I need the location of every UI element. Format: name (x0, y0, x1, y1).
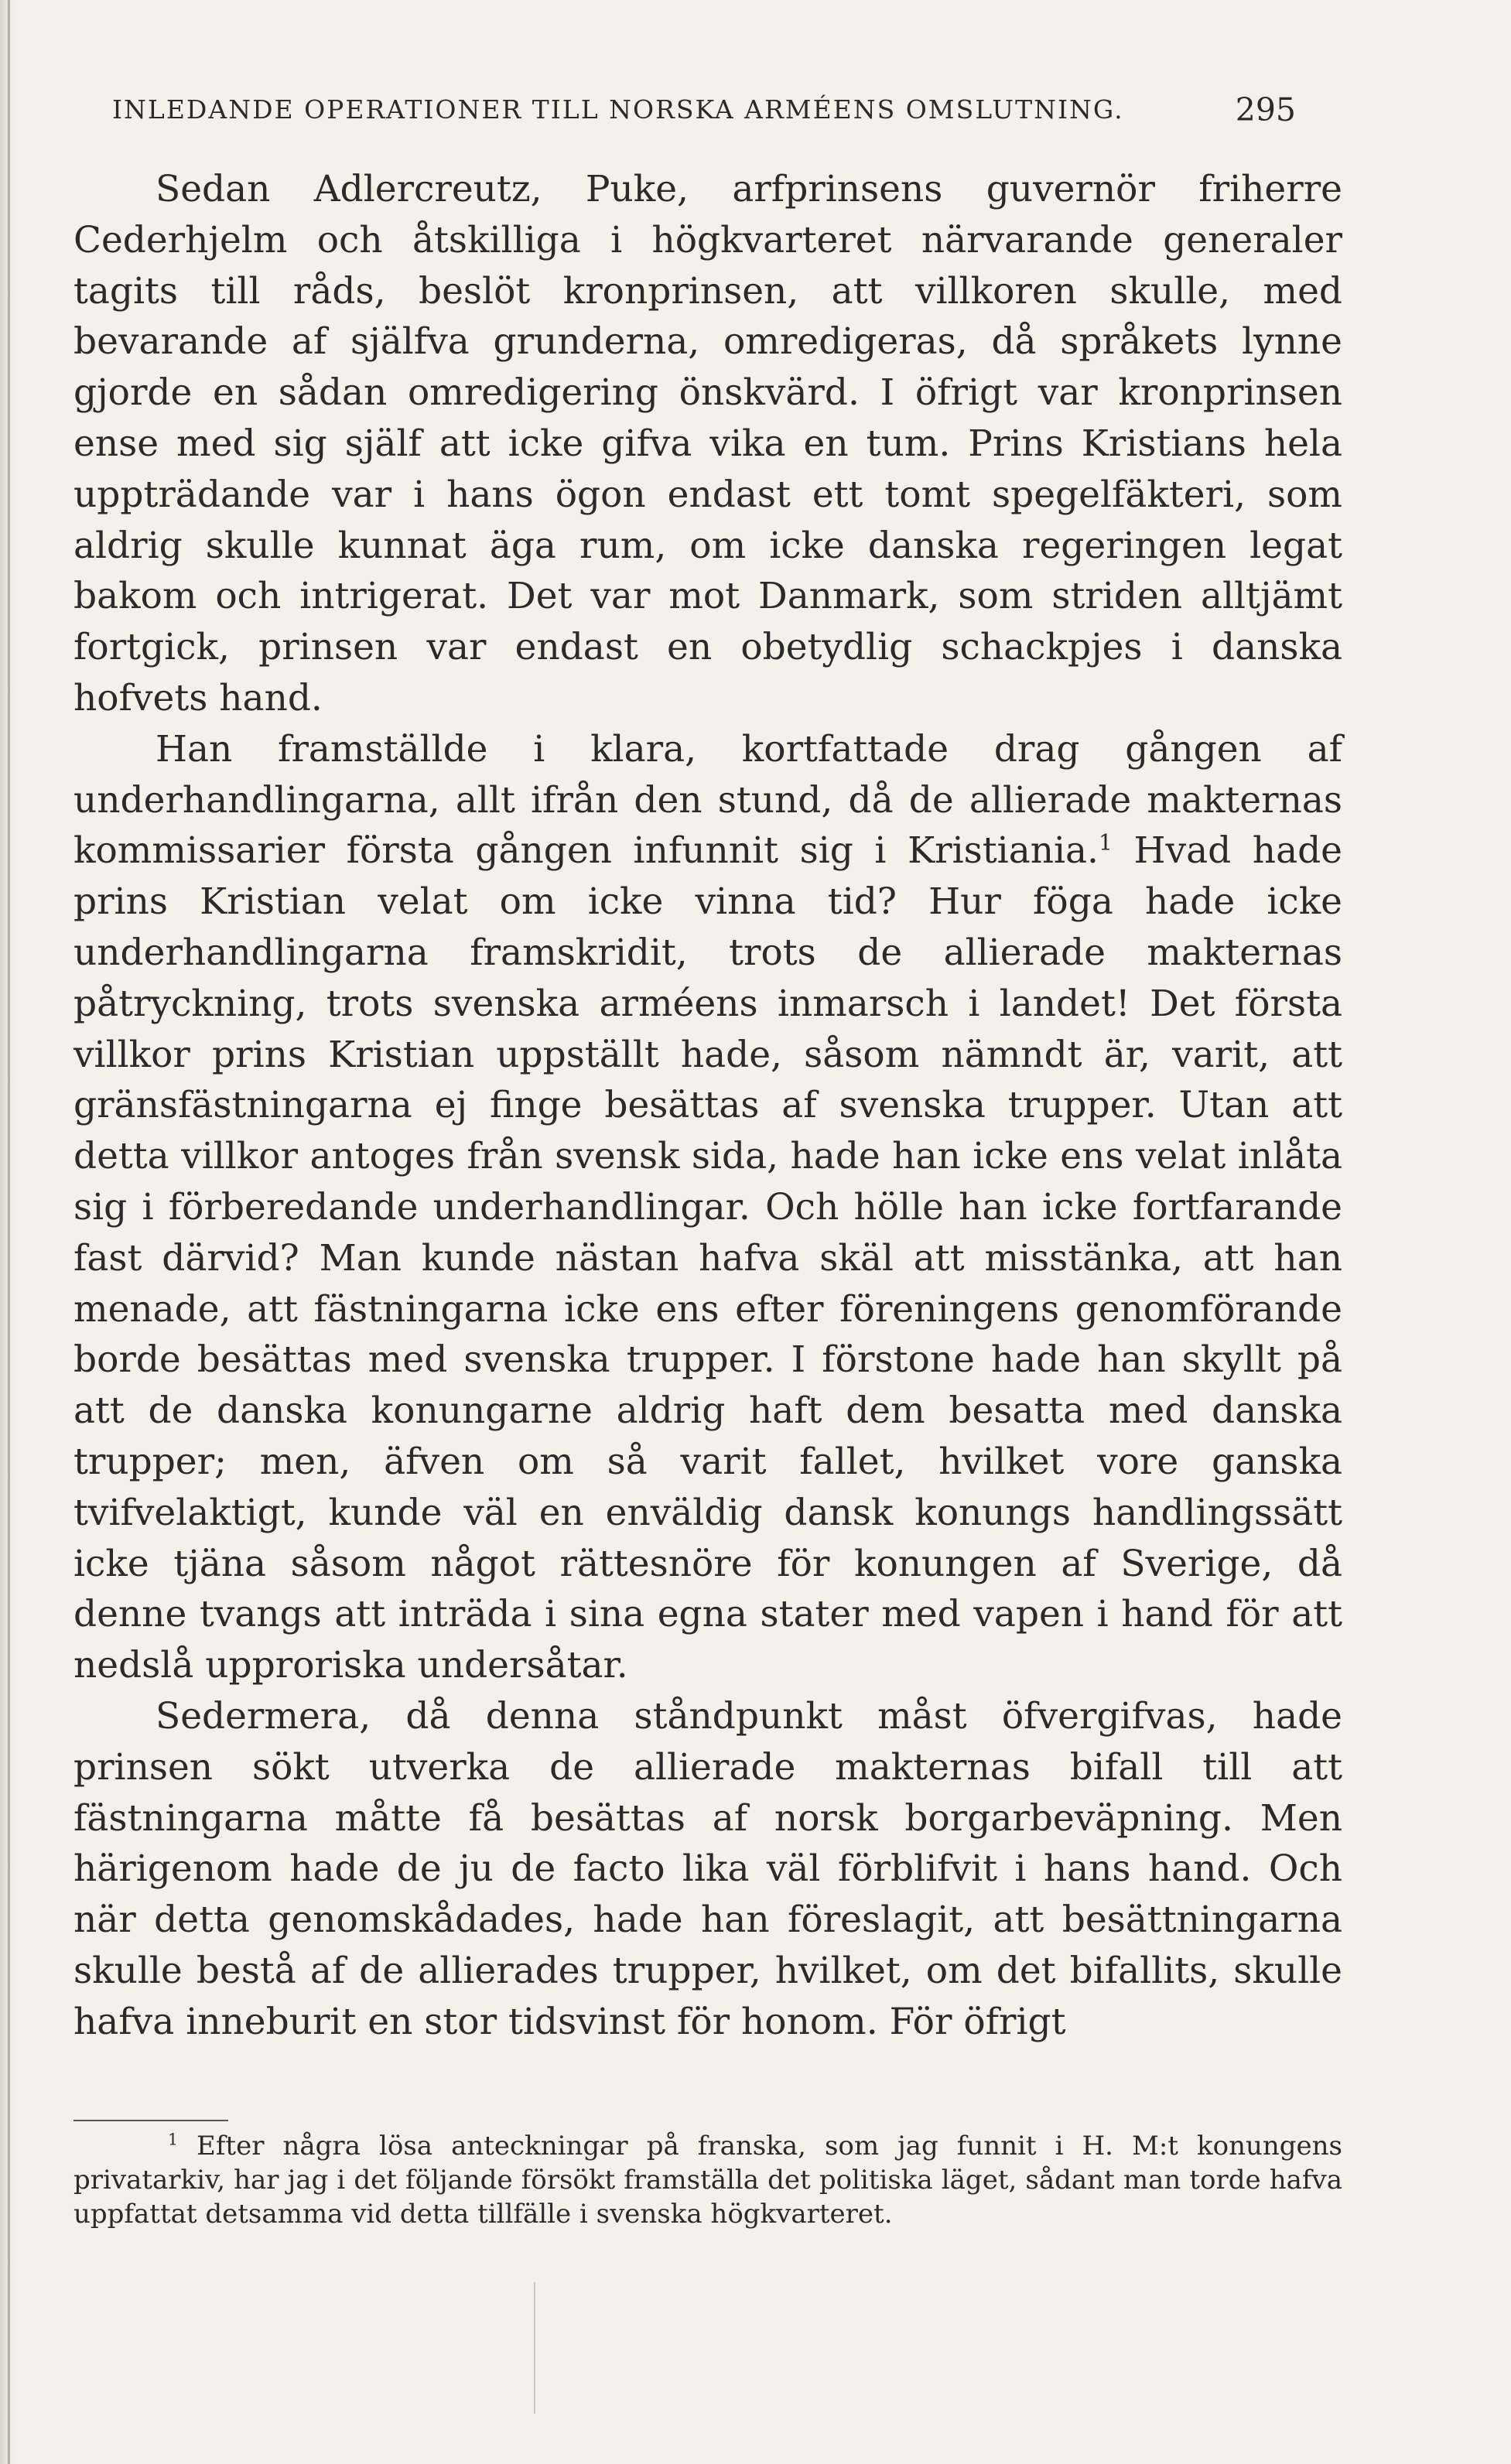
footnote-marker: 1 (168, 2130, 178, 2149)
paragraph-1: Sedan Adlercreutz, Puke, arfprinsens guvernör friherre Cederhjelm och åtskilliga i högkvarteret närvarande generaler tagits till råds, beslöt kronprinsen, att villkoren skulle, med bevarande af själfva grunderna, omredigeras, då språkets lynne gjorde en sådan omredigering önskvärd. I öfrigt var kronprinsen ense med sig själf att icke gifva vika en tum. Prins Kristians hela uppträdande var i hans ögon endast ett tomt spegelfäkteri, som aldrig skulle kunnat äga rum, om icke danska regeringen legat bakom och intrigerat. Det var mot Danmark, som striden alltjämt fortgick, prinsen var endast en obetydlig schackpjes i danska hofvets hand. (73, 168, 1342, 719)
footnote-reference: 1 (1099, 829, 1113, 856)
paragraph-2-part-2: Hvad hade prins Kristian velat om icke vinna tid? Hur föga hade icke underhandlingarna framskridit, trots de allierade makternas påtryckning, trots svenska arméens inmarsch i landet! Det första villkor prins Kristian uppställt hade, såsom nämndt är, varit, att gränsfästningarna ej finge besättas af svenska trupper. Utan att detta villkor antoges från svensk sida, hade han icke ens velat inlåta sig i förberedande underhandlingar. Och hölle han icke fortfarande fast därvid? Man kunde nästan hafva skäl att misstänka, att han menade, att fästningarna icke ens efter föreningens genomförande borde besättas med svenska trupper. I förstone hade han skyllt på att de danska konungarne aldrig haft dem besatta med danska trupper; men, äfven om så varit fallet, hvilket vore ganska tvifvelaktigt, kunde väl en enväldig dansk konungs handlingssätt icke tjäna såsom något rättesnöre för konungen af Sverige, då denne tvangs att inträda i sina egna stater med vapen i hand för att nedslå upproriska undersåtar. (73, 829, 1342, 1687)
paragraph-2 (73, 724, 1342, 1691)
footnotes (73, 2129, 1342, 2231)
footnote-separator (73, 2120, 228, 2121)
footnote-1 (73, 2129, 1342, 2231)
running-title: INLEDANDE OPERATIONER TILL NORSKA ARMÉENS OMSLUTNING. (112, 94, 1124, 125)
page-edge-line (8, 0, 10, 2464)
page-fold-mark (534, 2282, 540, 2414)
body-text (73, 164, 1342, 2047)
page-number: 295 (1235, 91, 1296, 128)
footnote-text: Efter några lösa anteckningar på franska, som jag funnit i H. M:t konungens privatarkiv, har jag i det följande försökt framställa det politiska läget, sådant man torde hafva uppfattat detsamma vid detta tillfälle i svenska högkvarteret. (73, 2131, 1342, 2230)
paragraph-2-part-1: Han framställde i klara, kortfattade drag gången af underhandlingarna, allt ifrån den stund, då de allierade makternas kommissarier första gången infunnit sig i Kristiania. (73, 727, 1342, 873)
paragraph-3: Sedermera, då denna ståndpunkt måst öfvergifvas, hade prinsen sökt utverka de allierade makternas bifall till att fästningarna måtte få besättas af norsk borgarbeväpning. Men härigenom hade de ju de facto lika väl förblifvit i hans hand. Och när detta genomskådades, hade han föreslagit, att besättningarna skulle bestå af de allierades trupper, hvilket, om det bifallits, skulle hafva inneburit en stor tidsvinst för honom. För öfrigt (73, 1694, 1342, 2043)
page-header (73, 91, 1296, 133)
